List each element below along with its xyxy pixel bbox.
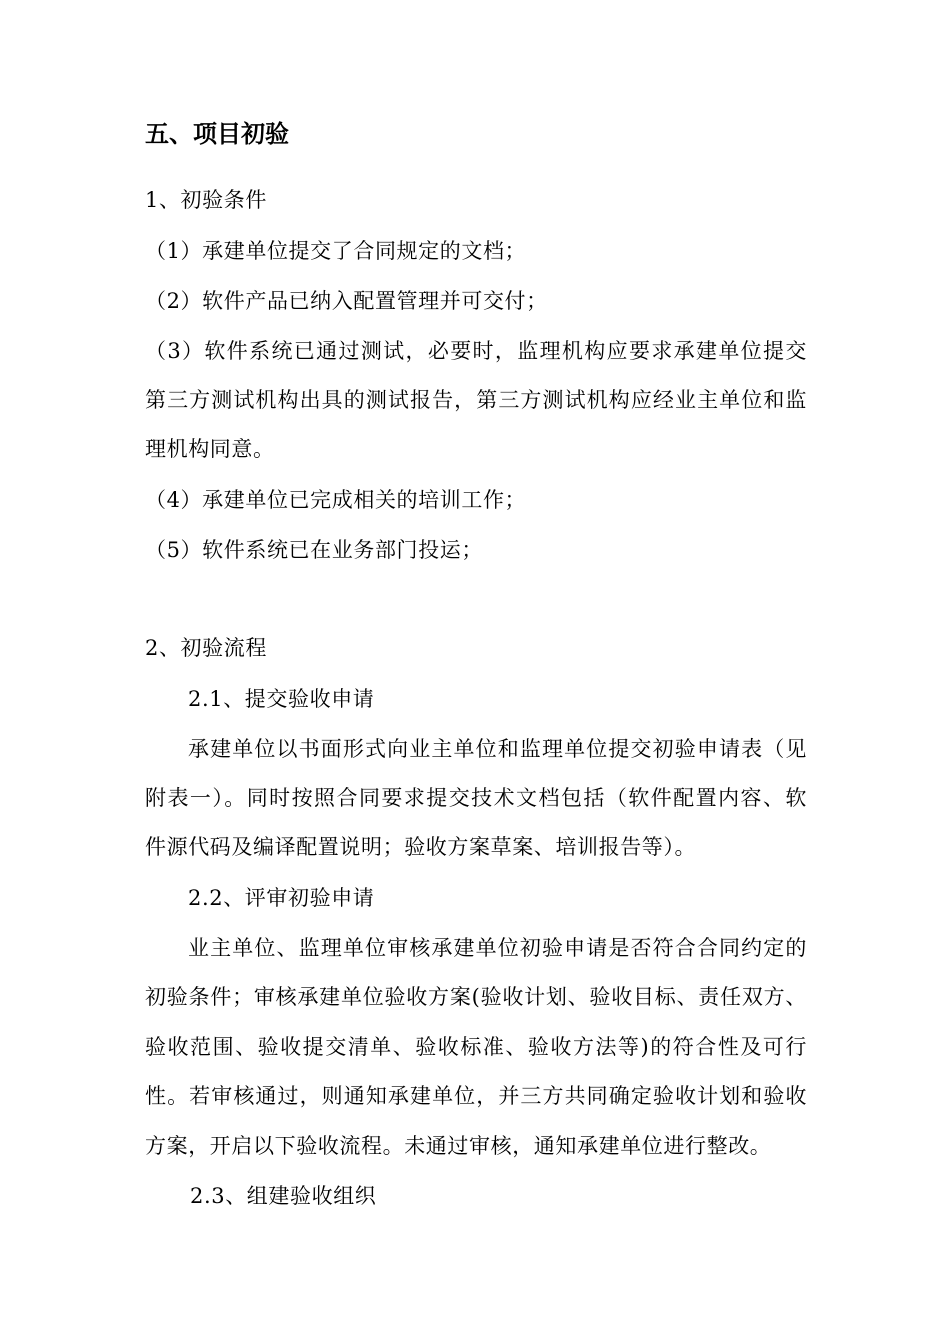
subsection-2-1-line-1: 承建单位以书面形式向业主单位和监理单位提交初验申请表（见 [188, 737, 807, 761]
subsection-2-1-heading: 2.1、提交验收申请 [188, 687, 375, 711]
subsection-2-3-heading: 2.3、组建验收组织 [190, 1184, 377, 1208]
condition-item-4: （4）承建单位已完成相关的培训工作； [145, 488, 527, 512]
subsection-2-1-line-2: 附表一）。同时按照合同要求提交技术文档包括（软件配置内容、软 [145, 786, 807, 810]
subsection-2-2-line-1: 业主单位、监理单位审核承建单位初验申请是否符合合同约定的 [188, 936, 807, 960]
process-heading: 2、初验流程 [145, 636, 267, 660]
condition-item-5: （5）软件系统已在业务部门投运； [145, 538, 483, 562]
subsection-2-1-line-3: 件源代码及编译配置说明；验收方案草案、培训报告等）。 [145, 835, 697, 859]
subsection-2-2-line-4: 性。若审核通过，则通知承建单位，并三方共同确定验收计划和验收 [145, 1084, 807, 1108]
subsection-2-2-line-5: 方案，开启以下验收流程。未通过审核，通知承建单位进行整改。 [145, 1134, 772, 1158]
condition-item-3-line-3: 理机构同意。 [145, 437, 275, 461]
conditions-heading: 1、初验条件 [145, 188, 267, 212]
section-title: 五、项目初验 [145, 120, 289, 148]
condition-item-1: （1）承建单位提交了合同规定的文档； [145, 239, 527, 263]
subsection-2-2-heading: 2.2、评审初验申请 [188, 886, 375, 910]
condition-item-3-line-1: （3）软件系统已通过测试，必要时，监理机构应要求承建单位提交 [145, 339, 807, 363]
subsection-2-2-line-2: 初验条件；审核承建单位验收方案(验收计划、验收目标、责任双方、 [145, 985, 807, 1009]
condition-item-3-line-2: 第三方测试机构出具的测试报告，第三方测试机构应经业主单位和监 [145, 388, 807, 412]
condition-item-2: （2）软件产品已纳入配置管理并可交付； [145, 289, 548, 313]
subsection-2-2-line-3: 验收范围、验收提交清单、验收标准、验收方法等)的符合性及可行 [145, 1035, 807, 1059]
